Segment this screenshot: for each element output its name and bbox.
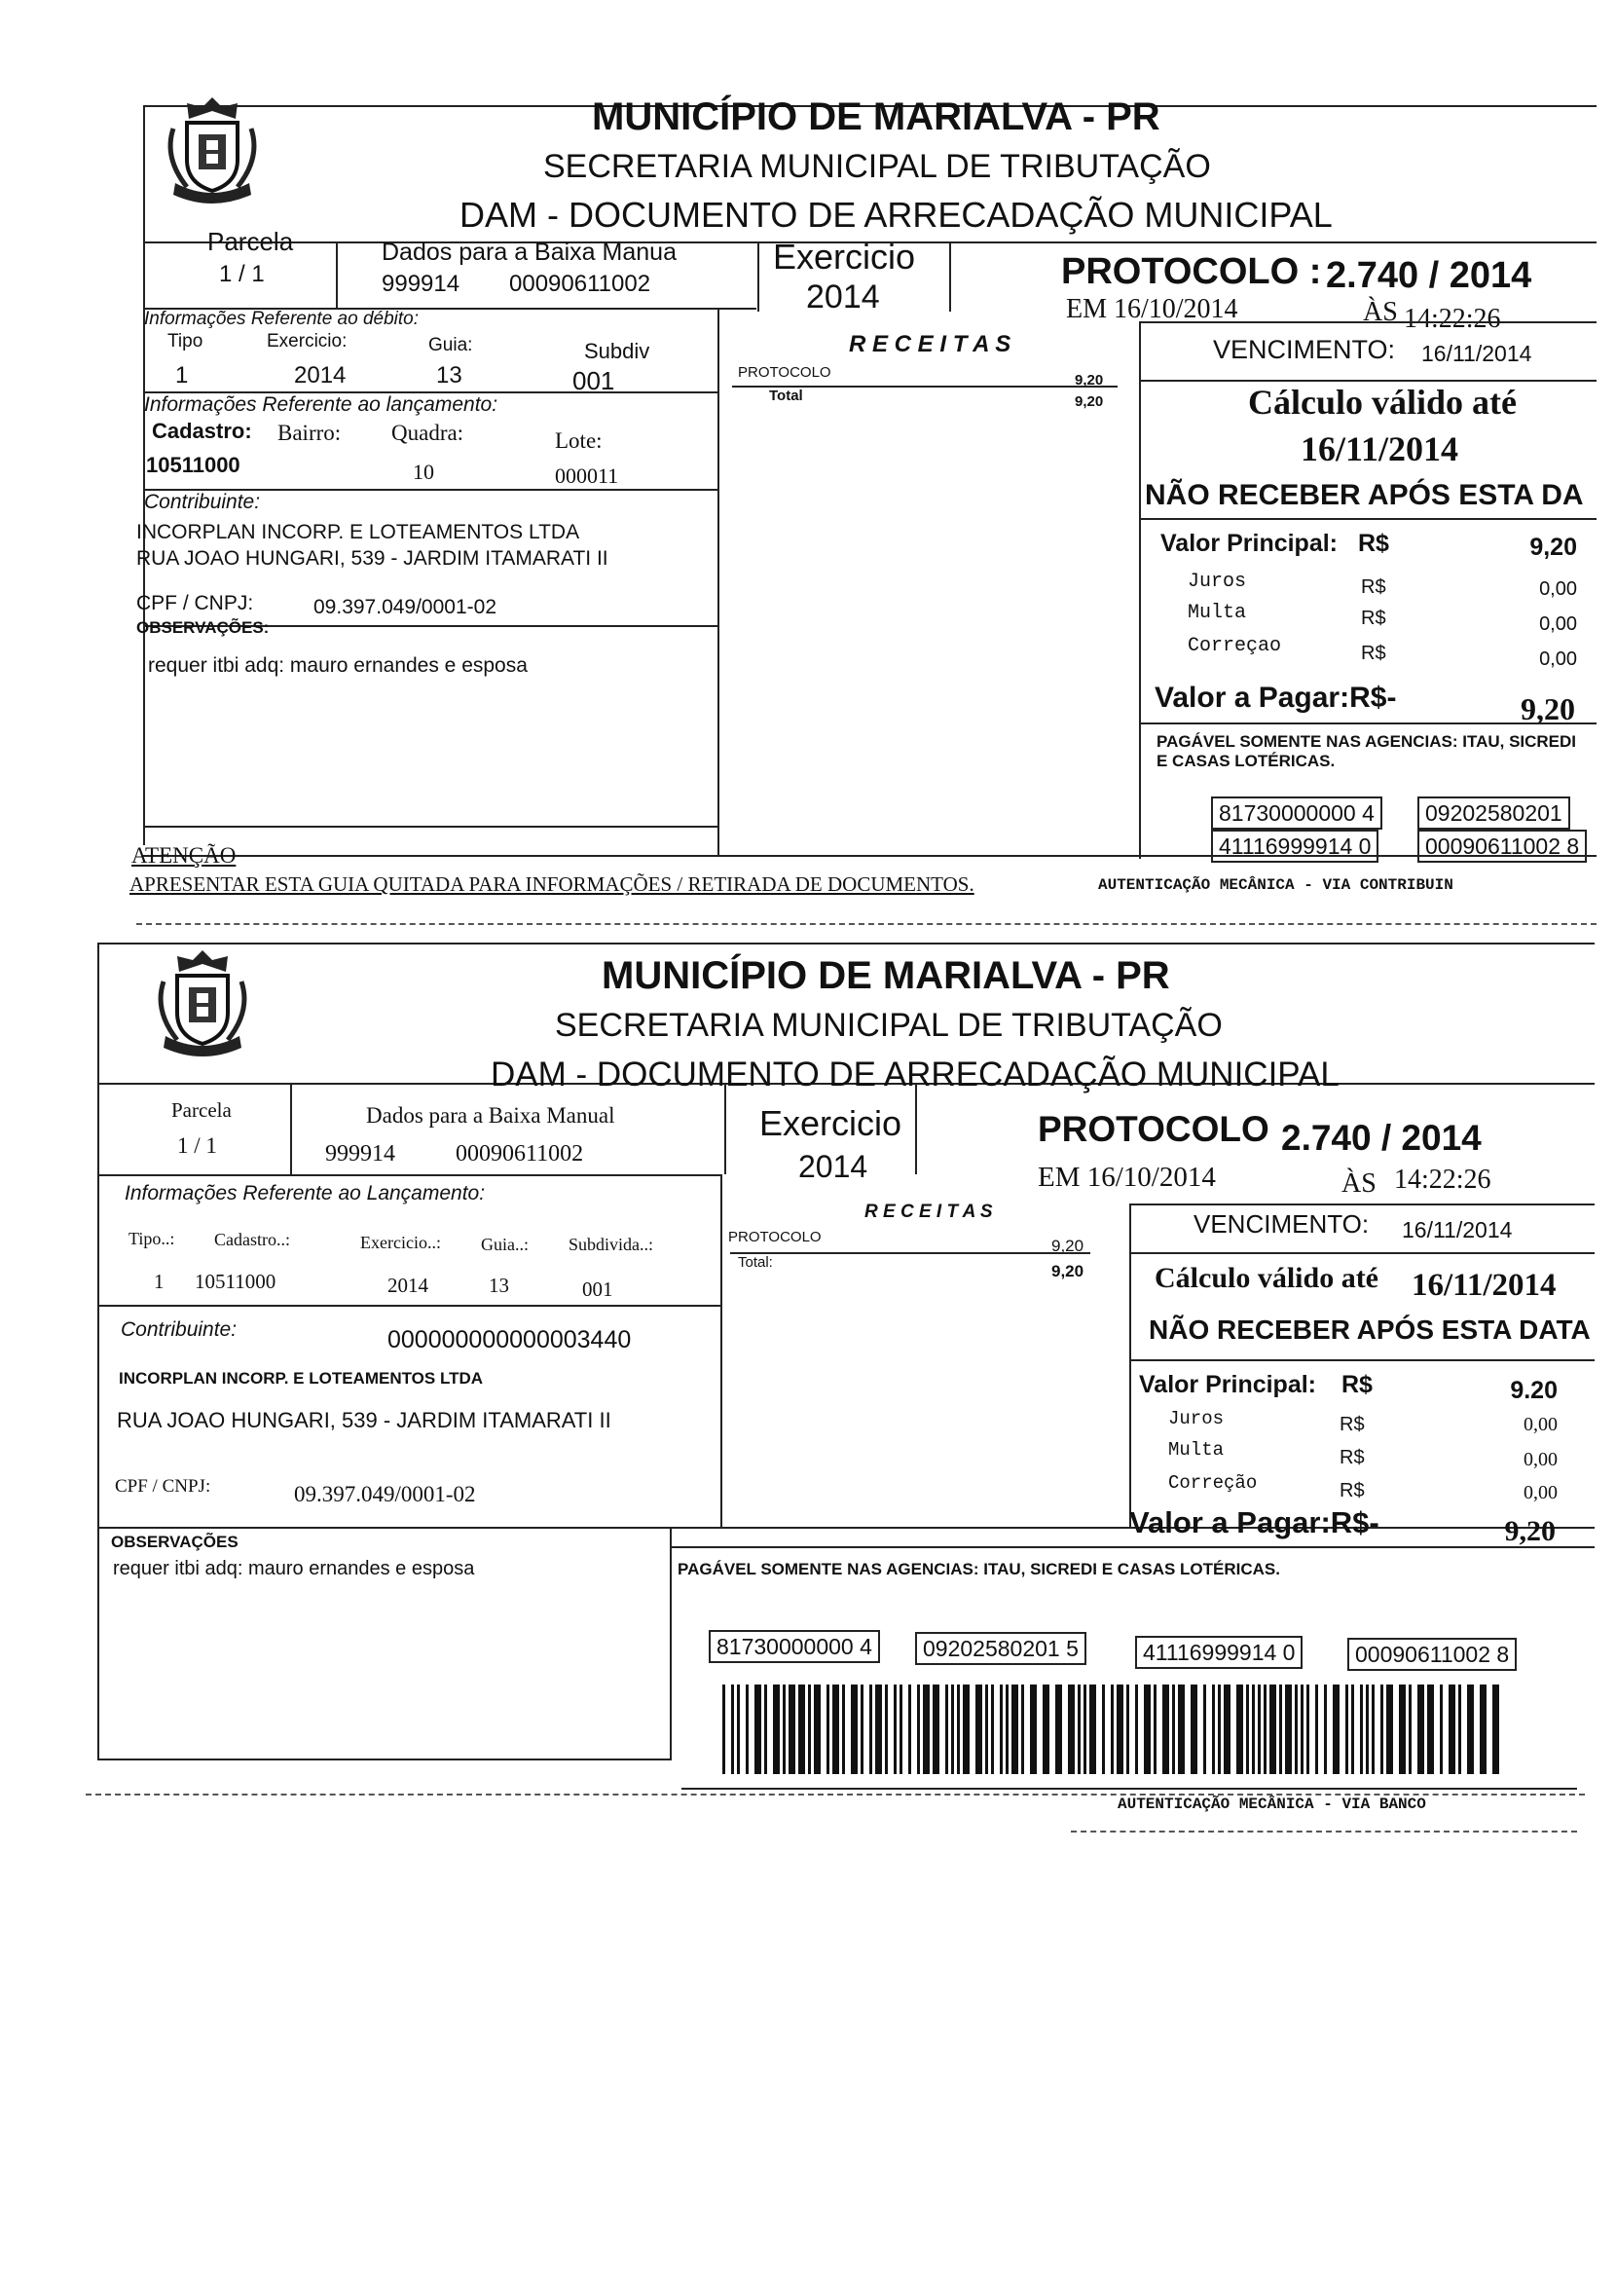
multa-rs: R$ xyxy=(1361,608,1386,629)
cpf-value: 09.397.049/0001-02 xyxy=(294,1482,476,1506)
baixa-label: Dados para a Baixa Manual xyxy=(366,1103,615,1128)
tipo-label: Tipo xyxy=(167,331,203,352)
subdiv-label: Subdivida..: xyxy=(569,1235,654,1254)
parcela-label: Parcela xyxy=(207,227,294,256)
valor-principal-label: Valor Principal: xyxy=(1139,1371,1317,1398)
cut-line xyxy=(1071,1831,1577,1833)
parcela-value: 1 / 1 xyxy=(219,261,265,287)
secretariat-title: SECRETARIA MUNICIPAL DE TRIBUTAÇÃO xyxy=(555,1007,1223,1044)
municipal-coat-of-arms-icon xyxy=(154,90,271,206)
contribuinte-address: RUA JOAO HUNGARI, 539 - JARDIM ITAMARATI II xyxy=(136,547,608,570)
baixa-label: Dados para a Baixa Manua xyxy=(382,239,677,266)
juros-label: Juros xyxy=(1188,571,1247,593)
subdiv-label: Subdiv xyxy=(584,339,650,363)
barcode-line-code-1: 81730000000 4 xyxy=(1211,796,1382,830)
secretariat-title: SECRETARIA MUNICIPAL DE TRIBUTAÇÃO xyxy=(543,148,1211,185)
barcode-line-code-1: 81730000000 4 xyxy=(709,1630,880,1663)
rec-protocolo-value: 9,20 xyxy=(1051,1237,1084,1255)
subdiv-value: 001 xyxy=(582,1278,613,1301)
obs-value: requer itbi adq: mauro ernandes e esposa xyxy=(148,654,528,677)
correcao-value: 0,00 xyxy=(1539,648,1577,670)
bairro-label: Bairro: xyxy=(277,421,342,445)
contribuinte-label: Contribuinte: xyxy=(121,1318,238,1341)
obs-label: OBSERVAÇÕES: xyxy=(136,618,270,637)
barcode-line-code-3: 41116999914 0 xyxy=(1211,830,1378,863)
cut-line xyxy=(136,923,1597,925)
protocolo-time: 14:22:26 xyxy=(1394,1165,1491,1195)
barcode-line-code-2: 09202580201 xyxy=(1417,796,1570,830)
receitas-label: R E C E I T A S xyxy=(849,331,1011,357)
multa-value: 0,00 xyxy=(1539,613,1577,635)
valor-principal-value: 9.20 xyxy=(1510,1377,1558,1404)
nao-receber: NÃO RECEBER APÓS ESTA DA xyxy=(1145,479,1584,511)
autenticacao-text: AUTENTICAÇÃO MECÂNICA - VIA CONTRIBUIN xyxy=(1098,876,1453,894)
juros-rs: R$ xyxy=(1361,576,1386,598)
contribuinte-name: INCORPLAN INCORP. E LOTEAMENTOS LTDA xyxy=(119,1369,484,1388)
baixa-code2: 00090611002 xyxy=(456,1141,584,1167)
baixa-code1: 999914 xyxy=(325,1141,395,1167)
info-lanc-label: Informações Referente ao lançamento: xyxy=(144,393,498,416)
contribuinte-code: 000000000000003440 xyxy=(387,1326,632,1353)
valor-principal-label: Valor Principal: xyxy=(1160,530,1339,557)
rec-protocolo-value: 9,20 xyxy=(1075,372,1104,389)
cadastro-value: 10511000 xyxy=(195,1270,276,1293)
valor-pagar-value: 9,20 xyxy=(1504,1515,1556,1547)
calculo-value: 16/11/2014 xyxy=(1412,1268,1557,1303)
vencimento-value: 16/11/2014 xyxy=(1421,341,1532,366)
cadastro-value: 10511000 xyxy=(146,453,240,477)
quadra-value: 10 xyxy=(413,460,434,484)
protocolo-time-label: ÀS xyxy=(1363,297,1398,327)
parcela-value: 1 / 1 xyxy=(177,1133,217,1158)
apresentar-text: APRESENTAR ESTA GUIA QUITADA PARA INFORMAÇÕES / RETIRADA DE DOCUMENTOS. xyxy=(129,872,974,896)
exercicio2-label: Exercicio..: xyxy=(360,1233,441,1252)
receitas-label: R E C E I T A S xyxy=(864,1202,993,1222)
protocolo-value: 2.740 / 2014 xyxy=(1281,1118,1482,1158)
barcode-line-code-3: 41116999914 0 xyxy=(1135,1636,1303,1669)
correcao-label: Correção xyxy=(1168,1472,1258,1494)
cadastro-label: Cadastro: xyxy=(152,419,252,443)
exercicio2-value: 2014 xyxy=(387,1274,428,1297)
guia-label: Guia: xyxy=(428,335,473,355)
doc-title: DAM - DOCUMENTO DE ARRECADAÇÃO MUNICIPAL xyxy=(459,195,1333,235)
obs-value: requer itbi adq: mauro ernandes e esposa xyxy=(113,1558,475,1579)
contribuinte-name: INCORPLAN INCORP. E LOTEAMENTOS LTDA xyxy=(136,521,580,543)
vencimento-value: 16/11/2014 xyxy=(1402,1217,1513,1242)
barcode-icon xyxy=(722,1685,1509,1774)
correcao-rs: R$ xyxy=(1340,1480,1365,1501)
multa-value: 0,00 xyxy=(1524,1449,1558,1470)
exercicio-value: 2014 xyxy=(806,278,880,315)
cpf-value: 09.397.049/0001-02 xyxy=(313,596,497,618)
cpf-label: CPF / CNPJ: xyxy=(115,1476,211,1497)
cut-line xyxy=(86,1794,1585,1796)
valor-pagar-value: 9,20 xyxy=(1521,691,1575,726)
barcode-line-code-4: 00090611002 8 xyxy=(1347,1638,1517,1671)
protocolo-time: 14:22:26 xyxy=(1404,304,1501,334)
rec-total-label: Total xyxy=(769,388,803,404)
rec-protocolo-label: PROTOCOLO xyxy=(738,364,831,381)
calculo-value: 16/11/2014 xyxy=(1301,429,1459,468)
exercicio-label: Exercicio xyxy=(759,1103,902,1143)
municipality-title: MUNICÍPIO DE MARIALVA - PR xyxy=(602,954,1170,997)
protocolo-date: EM 16/10/2014 xyxy=(1066,294,1238,324)
contribuinte-label: Contribuinte: xyxy=(144,491,261,513)
juros-value: 0,00 xyxy=(1539,578,1577,600)
juros-label: Juros xyxy=(1168,1408,1225,1429)
valor-pagar-label: Valor a Pagar:R$- xyxy=(1129,1505,1379,1539)
tipo-value: 1 xyxy=(175,362,189,389)
calculo-label: Cálculo válido até xyxy=(1155,1262,1378,1294)
protocolo-label: PROTOCOLO : xyxy=(1061,251,1322,292)
valor-principal-value: 9,20 xyxy=(1529,534,1577,561)
cadastro-label: Cadastro..: xyxy=(214,1230,290,1249)
barcode-line-code-2: 09202580201 5 xyxy=(915,1632,1086,1665)
protocolo-date: EM 16/10/2014 xyxy=(1038,1162,1216,1193)
guia-value: 13 xyxy=(436,362,462,389)
nao-receber: NÃO RECEBER APÓS ESTA DATA xyxy=(1149,1315,1591,1345)
autenticacao-text: AUTENTICAÇÃO MECÂNICA - VIA BANCO xyxy=(1118,1796,1426,1813)
exercicio-label: Exercicio xyxy=(773,237,916,277)
valor-pagar-label: Valor a Pagar:R$- xyxy=(1155,682,1397,714)
rec-total-label: Total: xyxy=(738,1254,773,1271)
correcao-label: Correçao xyxy=(1188,635,1282,657)
atencao-label: ATENÇÃO xyxy=(131,843,237,868)
juros-rs: R$ xyxy=(1340,1414,1365,1435)
multa-rs: R$ xyxy=(1340,1447,1365,1468)
baixa-code1: 999914 xyxy=(382,271,460,297)
doc-title: DAM - DOCUMENTO DE ARRECADAÇÃO MUNICIPAL xyxy=(491,1055,1340,1093)
protocolo-label: PROTOCOLO xyxy=(1038,1109,1269,1149)
lote-value: 000011 xyxy=(555,463,619,488)
rec-total-value: 9,20 xyxy=(1051,1262,1084,1280)
obs-label: OBSERVAÇÕES xyxy=(111,1533,239,1551)
valor-principal-rs: R$ xyxy=(1341,1371,1373,1398)
guia-label: Guia..: xyxy=(481,1235,529,1254)
baixa-code2: 00090611002 xyxy=(509,271,651,297)
pagavel-text: PAGÁVEL SOMENTE NAS AGENCIAS: ITAU, SICREDI E CASAS LOTÉRICAS. xyxy=(678,1560,1280,1578)
municipality-title: MUNICÍPIO DE MARIALVA - PR xyxy=(592,95,1160,138)
calculo-label: Cálculo válido até xyxy=(1248,383,1517,422)
tipo-label: Tipo..: xyxy=(129,1229,175,1248)
exercicio2-value: 2014 xyxy=(294,362,347,389)
cpf-label: CPF / CNPJ: xyxy=(136,592,254,614)
quadra-label: Quadra: xyxy=(391,421,464,445)
lote-label: Lote: xyxy=(555,428,603,453)
exercicio2-label: Exercicio: xyxy=(267,331,348,352)
info-debito-label: Informações Referente ao débito: xyxy=(144,309,420,329)
vencimento-label: VENCIMENTO: xyxy=(1194,1209,1370,1239)
contribuinte-address: RUA JOAO HUNGARI, 539 - JARDIM ITAMARATI II xyxy=(117,1408,611,1432)
subdiv-value: 001 xyxy=(572,366,615,395)
protocolo-time-label: ÀS xyxy=(1341,1168,1377,1199)
barcode-line-code-4: 00090611002 8 xyxy=(1417,830,1587,863)
tipo-value: 1 xyxy=(154,1270,165,1293)
rec-total-value: 9,20 xyxy=(1075,393,1104,410)
rec-protocolo-label: PROTOCOLO xyxy=(728,1229,822,1245)
guia-value: 13 xyxy=(489,1274,509,1297)
multa-label: Multa xyxy=(1168,1439,1225,1461)
parcela-label: Parcela xyxy=(171,1098,232,1122)
vencimento-label: VENCIMENTO: xyxy=(1213,335,1396,364)
protocolo-value: 2.740 / 2014 xyxy=(1326,255,1532,296)
exercicio-value: 2014 xyxy=(798,1149,868,1184)
correcao-rs: R$ xyxy=(1361,643,1386,664)
municipal-coat-of-arms-icon xyxy=(144,943,261,1059)
pagavel-text: PAGÁVEL SOMENTE NAS AGENCIAS: ITAU, SICREDI E CASAS LOTÉRICAS. xyxy=(1157,732,1577,770)
valor-principal-rs: R$ xyxy=(1358,530,1389,557)
juros-value: 0,00 xyxy=(1524,1414,1558,1435)
info-lanc-label: Informações Referente ao Lançamento: xyxy=(125,1182,486,1204)
multa-label: Multa xyxy=(1188,602,1247,624)
correcao-value: 0,00 xyxy=(1524,1482,1558,1503)
